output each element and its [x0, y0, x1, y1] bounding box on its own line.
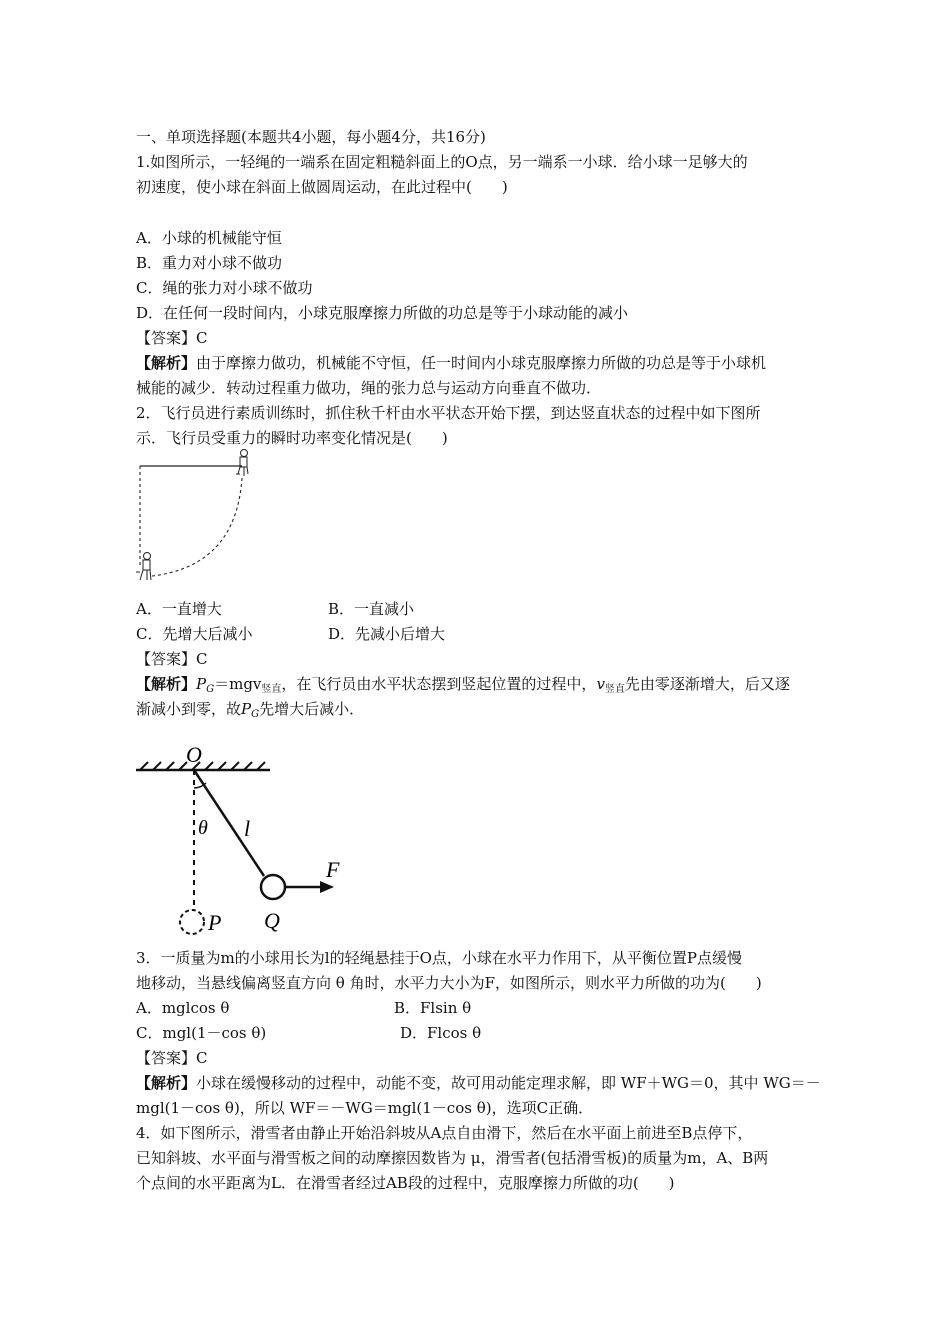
analysis-tag: 【解析】: [136, 354, 197, 372]
q2-option-a: A．一直增大: [136, 600, 222, 618]
q1-analysis-line2: 械能的减少．转动过程重力做功，绳的张力总与运动方向垂直不做功．: [136, 379, 602, 397]
power-symbol: P: [241, 700, 252, 718]
q2-stem-line2: 示．飞行员受重力的瞬时功率变化情况是( ): [136, 429, 448, 447]
section-title: 一、单项选择题(本题共4小题，每小题4分，共16分): [136, 128, 486, 146]
label-Q: Q: [264, 908, 280, 933]
q4-stem-line3: 个点间的水平距离为L．在滑雪者经过AB段的过程中，克服摩擦力所做的功( ): [136, 1174, 675, 1192]
q3-option-a: A．mglcos θ: [136, 999, 230, 1017]
analysis-tag: 【解析】: [136, 1074, 197, 1092]
q2-option-d: D．先减小后增大: [328, 625, 446, 643]
label-F: F: [326, 857, 340, 882]
q1-option-d: D．在任何一段时间内，小球克服摩擦力所做的功总是等于小球动能的减小: [136, 304, 629, 322]
q2-answer: [136, 649, 208, 669]
power-symbol: P: [196, 675, 207, 693]
ball-Q: [261, 875, 285, 899]
q2-stem-line1: 2．飞行员进行素质训练时，抓住秋千杆由水平状态开始下摆，到达竖直状态的过程中如下图所: [136, 404, 761, 422]
q2-analysis-text3: 渐减小到零，故: [136, 700, 242, 718]
q1-option-a: A．小球的机械能守恒: [136, 229, 282, 247]
label-l: l: [244, 816, 251, 841]
q1-analysis-text1: 由于摩擦力做功，机械能不守恒，任一时间内小球克服摩擦力所做的功总是等于小球机: [196, 354, 767, 372]
q3-stem-line1: 3．一质量为m的小球用长为l的轻绳悬挂于O点，小球在水平力作用下，从平衡位置P点缓慢: [136, 949, 742, 967]
q2-analysis-line2: [136, 699, 364, 725]
q2-answer-value: C: [196, 650, 208, 668]
q1-answer-value: C: [196, 329, 208, 347]
q3-stem-line2: 地移动，当悬线偏离竖直方向 θ 角时，水平力大小为F，如图所示，则水平力所做的功为( ): [136, 974, 762, 992]
answer-tag: 【答案】: [136, 329, 197, 347]
vertical-subscript: 竖直: [261, 684, 282, 695]
analysis-tag: 【解析】: [136, 675, 197, 693]
q1-answer: [136, 328, 208, 348]
q4-stem-line1: 4．如下图所示，滑雪者由静止开始沿斜坡从A点自由滑下，然后在水平面上前进至B点停下，: [136, 1124, 753, 1142]
q2-options-row1: [136, 599, 414, 619]
q1-stem-line1: 1.如图所示，一轻绳的一端系在固定粗糙斜面上的O点，另一端系一小球．给小球一足够大的: [136, 153, 748, 171]
q2-option-b: B．一直减小: [328, 600, 415, 618]
q1-option-b: B．重力对小球不做功: [136, 254, 283, 272]
answer-tag: 【答案】: [136, 1049, 197, 1067]
pilot-top-icon: [236, 450, 248, 477]
q3-options-row1: [136, 998, 471, 1018]
q2-analysis-text1: ，在飞行员由水平状态摆到竖起位置的过程中，: [281, 675, 597, 693]
pilot-bottom-icon: [136, 553, 151, 581]
q3-option-b: B．Flsin θ: [394, 999, 472, 1017]
q3-pendulum-figure: [134, 742, 354, 942]
q3-analysis-line2: mgl(1－cos θ)，所以 WF＝－WG＝mgl(1－cos θ)，选项C正确．: [136, 1099, 594, 1117]
q3-options-row2: [136, 1023, 481, 1043]
q3-option-c: C．mgl(1－cos θ): [136, 1024, 267, 1042]
q2-options-row2: [136, 624, 445, 644]
q1-analysis-line1: [136, 353, 766, 373]
label-P: P: [208, 910, 222, 935]
q2-analysis-line1: [136, 674, 790, 700]
force-arrow-head: [320, 881, 334, 893]
power-formula: ＝mgv: [214, 675, 262, 693]
label-theta: θ: [198, 817, 208, 839]
q4-stem-line2: 已知斜坡、水平面与滑雪板之间的动摩擦因数皆为 μ，滑雪者(包括滑雪板)的质量为m，A、B两: [136, 1149, 769, 1167]
velocity-symbol: v: [596, 675, 605, 693]
power-subscript: G: [251, 709, 260, 720]
q2-swing-figure: [134, 448, 252, 588]
q3-option-d: D．Flcos θ: [400, 1024, 482, 1042]
q3-answer: [136, 1048, 208, 1068]
power-subscript: G: [206, 684, 215, 695]
velocity-subscript: 竖直: [604, 684, 625, 695]
q1-stem-line2: 初速度，使小球在斜面上做圆周运动，在此过程中( ): [136, 178, 508, 196]
q1-option-c: C．绳的张力对小球不做功: [136, 279, 313, 297]
q3-analysis-line1: [136, 1073, 821, 1093]
swing-arc-path: [152, 478, 242, 576]
q2-analysis-text4: 先增大后减小．: [259, 700, 365, 718]
q3-answer-value: C: [196, 1049, 208, 1067]
q2-analysis-text2: 先由零逐渐增大，后又逐: [624, 675, 790, 693]
label-O: O: [186, 742, 202, 767]
ball-P-dashed: [180, 910, 204, 934]
q2-option-c: C．先增大后减小: [136, 625, 253, 643]
q3-analysis-text1: 小球在缓慢移动的过程中，动能不变，故可用动能定理求解，即 WF＋WG＝0，其中 WG＝－: [196, 1074, 821, 1092]
answer-tag: 【答案】: [136, 650, 197, 668]
